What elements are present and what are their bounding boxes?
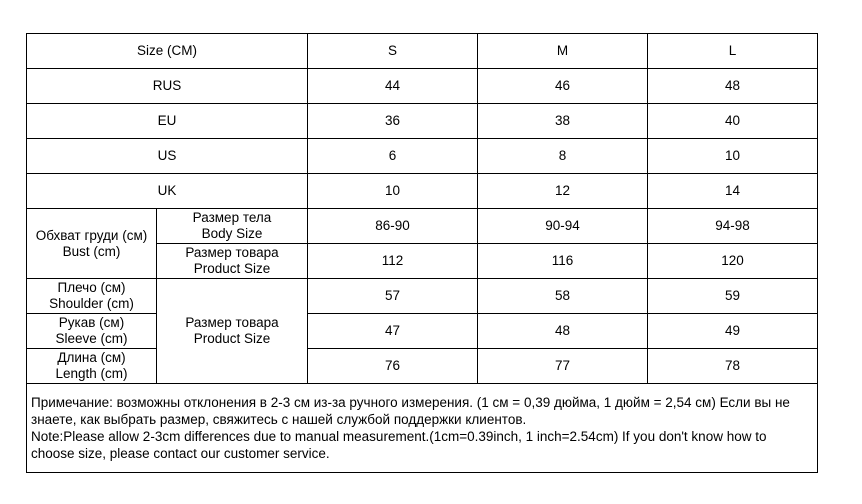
note-ru: Примечание: возможны отклонения в 2-3 см из-за ручного измерения. (1 см = 0,39 дюйма, 1 дюйм = 2,54 см) Если вы не знаете, как выбрать размер, свяжитесь с нашей службой поддержки клиентов. [31, 395, 790, 427]
cell-value: 36 [308, 104, 478, 139]
cell-value: 48 [478, 314, 648, 349]
sleeve-label-en: Sleeve (cm) [55, 331, 128, 346]
sleeve-label [27, 314, 157, 349]
length-row [27, 349, 818, 384]
bust-body-row [27, 209, 818, 244]
row-label: UK [27, 174, 308, 209]
bust-label [27, 209, 157, 279]
length-label-en: Length (cm) [55, 366, 128, 381]
row-label: US [27, 139, 308, 174]
product-size-label [157, 244, 308, 279]
length-label-ru: Длина (см) [57, 350, 126, 365]
bust-label-ru: Обхват груди (см) [35, 227, 148, 243]
product-size-label-ru: Размер товара [185, 245, 279, 260]
cell-value: 94-98 [648, 209, 818, 244]
shoulder-label-en: Shoulder (cm) [49, 296, 134, 311]
bust-label-en: Bust (cm) [62, 243, 121, 259]
cell-value: 47 [308, 314, 478, 349]
body-size-label [157, 209, 308, 244]
cell-value: 57 [308, 279, 478, 314]
note-cell [27, 384, 818, 473]
shoulder-row [27, 279, 818, 314]
cell-value: 58 [478, 279, 648, 314]
cell-value: 49 [648, 314, 818, 349]
size-chart-table [26, 33, 818, 473]
cell-value: 78 [648, 349, 818, 384]
header-size-m: M [478, 34, 648, 69]
cell-value: 77 [478, 349, 648, 384]
product-size-label-en: Product Size [193, 261, 271, 276]
body-size-label-en: Body Size [201, 226, 263, 241]
cell-value: 116 [478, 244, 648, 279]
cell-value: 10 [648, 139, 818, 174]
shoulder-label [27, 279, 157, 314]
cell-value: 90-94 [478, 209, 648, 244]
cell-value: 59 [648, 279, 818, 314]
cell-value: 46 [478, 69, 648, 104]
header-label: Size (CM) [27, 34, 308, 69]
cell-value: 38 [478, 104, 648, 139]
product-size-merged-ru: Размер товара [185, 315, 279, 330]
cell-value: 10 [308, 174, 478, 209]
eu-row [27, 104, 818, 139]
us-row [27, 139, 818, 174]
row-label: EU [27, 104, 308, 139]
cell-value: 12 [478, 174, 648, 209]
length-label [27, 349, 157, 384]
cell-value: 48 [648, 69, 818, 104]
cell-value: 76 [308, 349, 478, 384]
cell-value: 14 [648, 174, 818, 209]
cell-value: 86-90 [308, 209, 478, 244]
sleeve-row [27, 314, 818, 349]
product-size-merged-label [157, 279, 308, 384]
header-size-s: S [308, 34, 478, 69]
row-label: RUS [27, 69, 308, 104]
cell-value: 40 [648, 104, 818, 139]
product-size-merged-en: Product Size [193, 331, 271, 346]
header-row [27, 34, 818, 69]
sleeve-label-ru: Рукав (см) [58, 315, 125, 330]
rus-row [27, 69, 818, 104]
cell-value: 44 [308, 69, 478, 104]
shoulder-label-ru: Плечо (см) [57, 280, 126, 295]
note-en: Note:Please allow 2-3cm differences due to manual measurement.(1cm=0.39inch, 1 inch=2.54cm) If you don't know how to choose size, please contact our customer service. [31, 429, 767, 461]
cell-value: 6 [308, 139, 478, 174]
header-size-l: L [648, 34, 818, 69]
uk-row [27, 174, 818, 209]
cell-value: 112 [308, 244, 478, 279]
cell-value: 8 [478, 139, 648, 174]
cell-value: 120 [648, 244, 818, 279]
body-size-label-ru: Размер тела [192, 210, 272, 225]
note-row [27, 384, 818, 473]
